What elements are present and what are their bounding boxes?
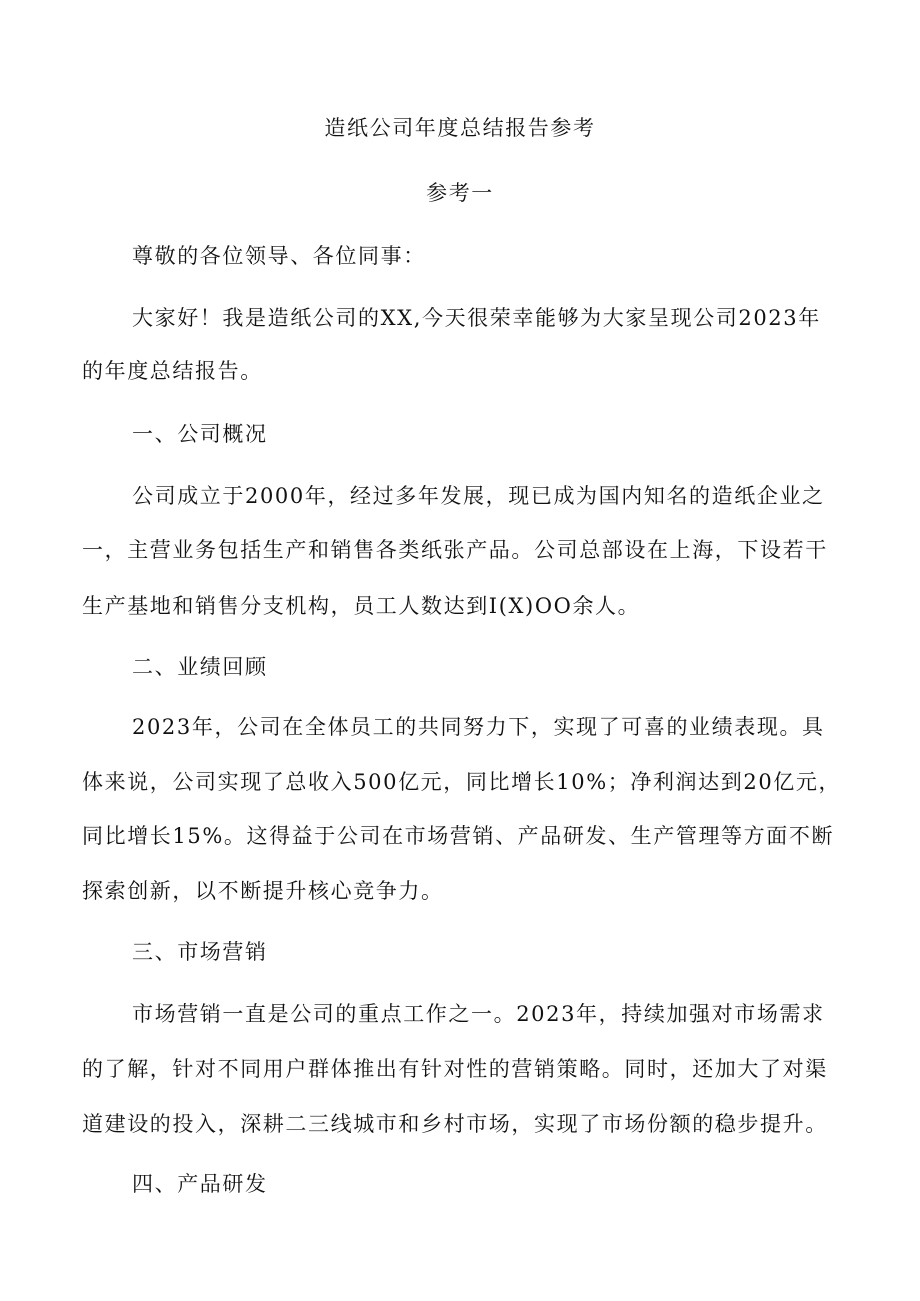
paragraph-line: 的了解，针对不同用户群体推出有针对性的营销策略。同时，还加大了对渠 [82,1057,828,1081]
paragraph-line: 体来说，公司实现了总收入500亿元，同比增长10%；净利润达到20亿元， [82,770,842,794]
paragraph-line: 市场营销一直是公司的重点工作之一。2023年，持续加强对市场需求 [132,1002,825,1026]
intro-line: 大家好！我是造纸公司的XX,今天很荣幸能够为大家呈现公司2023年 [132,306,821,330]
paragraph-line: 公司成立于2000年，经过多年发展，现已成为国内知名的造纸企业之 [132,484,825,508]
section-heading: 二、业绩回顾 [132,655,268,679]
paragraph-line: 2023年，公司在全体员工的共同努力下，实现了可喜的业绩表现。具 [132,715,825,739]
paragraph-line: 生产基地和销售分支机构，员工人数达到I(X)OO余人。 [82,594,641,618]
section-heading: 三、市场营销 [132,940,268,964]
paragraph-line: 探索创新，以不断提升核心竞争力。 [82,879,444,903]
salutation: 尊敬的各位领导、各位同事： [132,244,426,268]
document-title: 造纸公司年度总结报告参考 [324,116,596,140]
paragraph-line: 同比增长15%。这得益于公司在市场营销、产品研发、生产管理等方面不断 [82,824,835,848]
section-heading: 一、公司概况 [132,422,268,446]
paragraph-line: 一，主营业务包括生产和销售各类纸张产品。公司总部设在上海，下设若干 [82,538,828,562]
section-heading: 四、产品研发 [132,1172,268,1196]
document-subtitle: 参考一 [426,181,494,205]
paragraph-line: 道建设的投入，深耕二三线城市和乡村市场，实现了市场份额的稳步提升。 [82,1112,828,1136]
intro-line: 的年度总结报告。 [82,359,263,383]
